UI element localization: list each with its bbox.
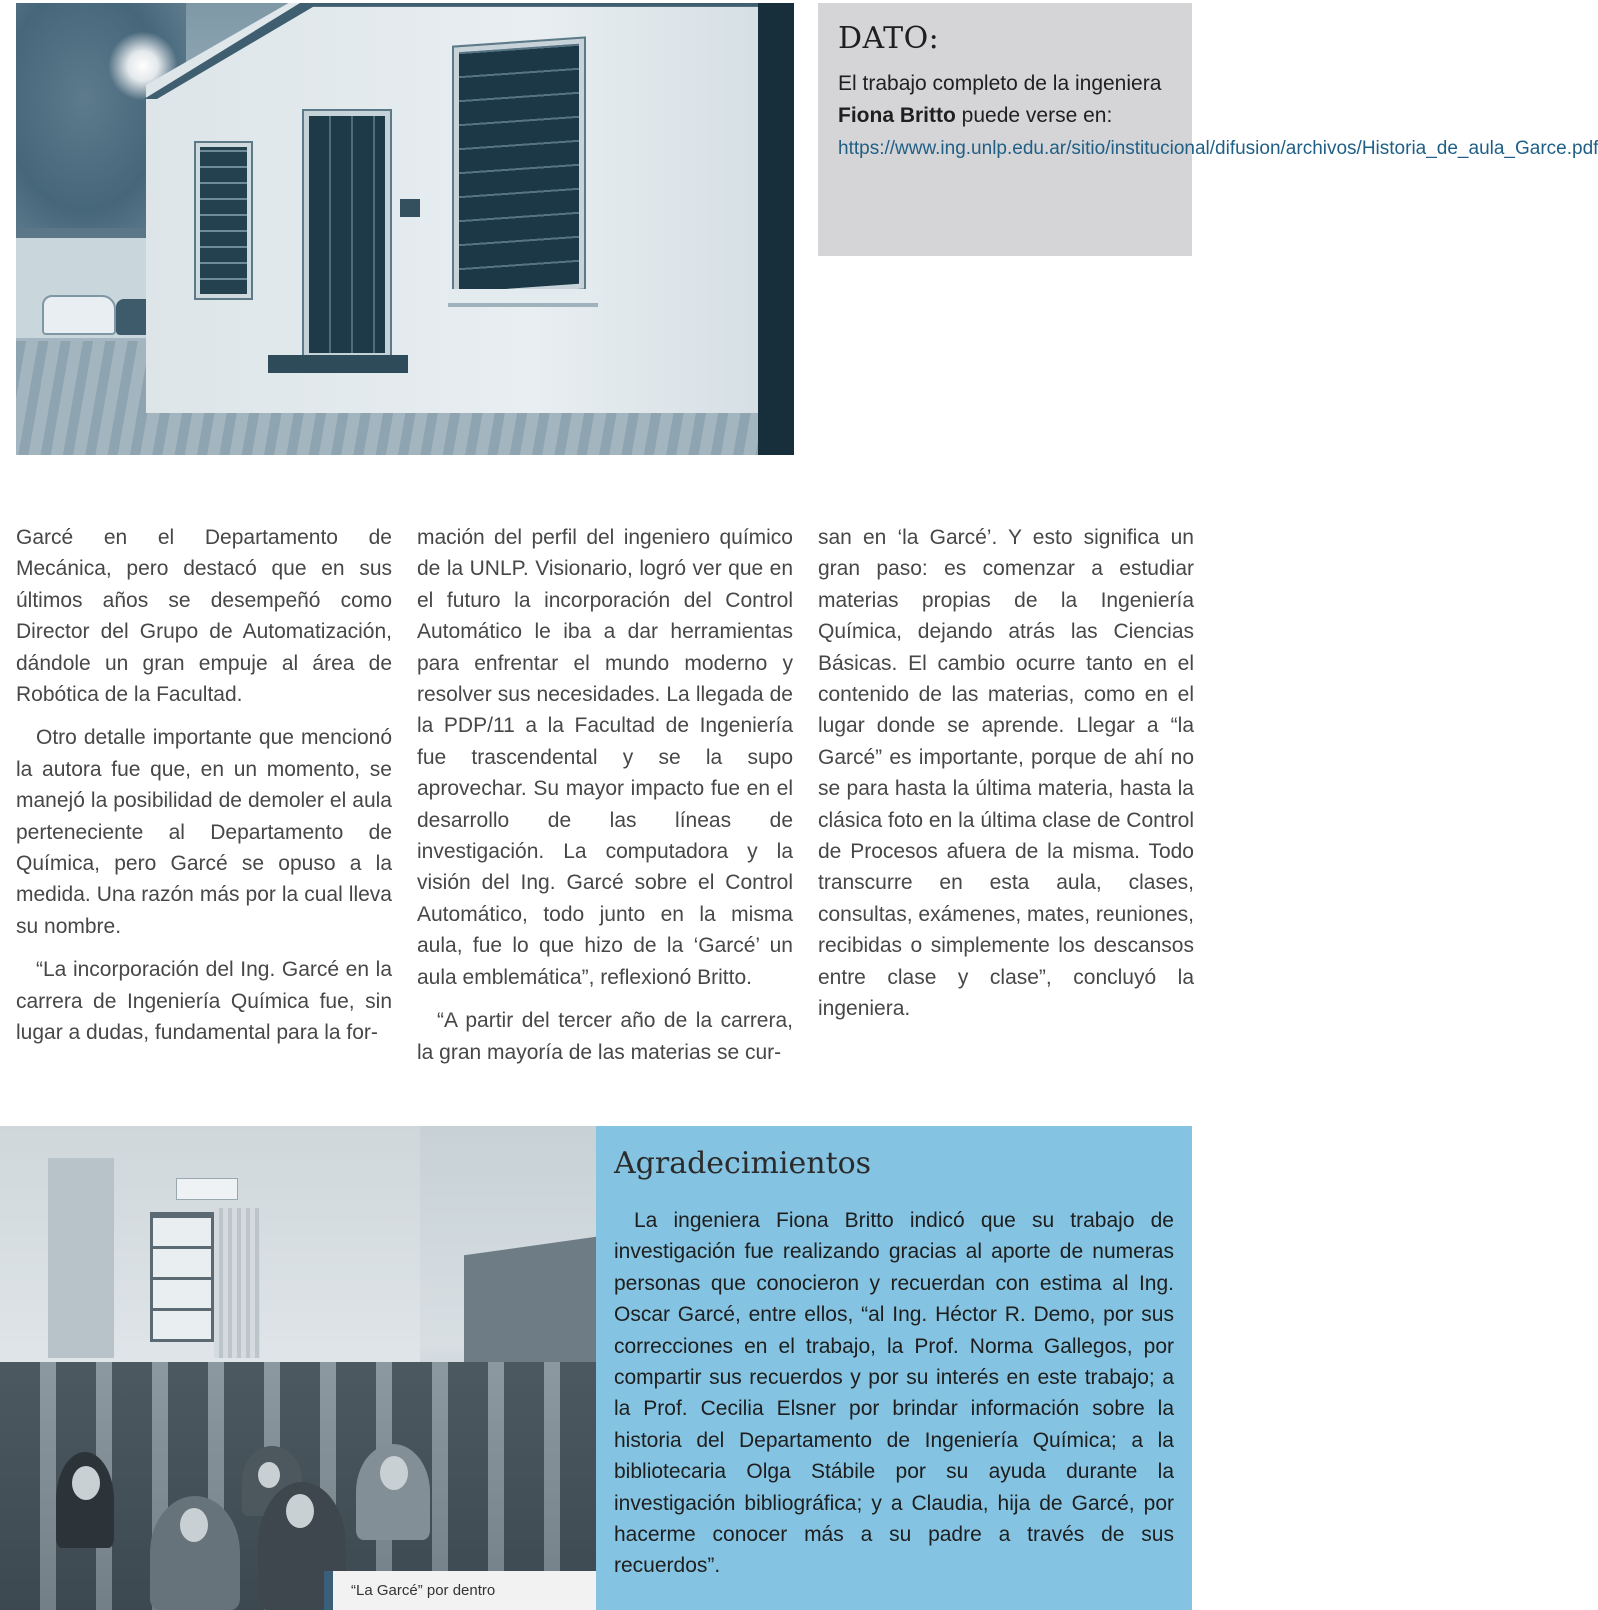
door-plaque [400, 199, 420, 217]
building-window-left [196, 143, 251, 298]
student-face [380, 1456, 408, 1490]
agradecimientos-title: Agradecimientos [614, 1146, 872, 1181]
article-column-3 [818, 522, 1194, 1025]
parked-car [42, 295, 116, 335]
article-paragraph: “La incorporación del Ing. Garcé en la carrera de Ingeniería Química fue, sin lugar a dudas, fundamental para la for- [16, 958, 392, 1045]
window-curtain [214, 1208, 260, 1358]
agradecimientos-box [596, 1126, 1192, 1610]
air-conditioner [176, 1178, 238, 1200]
dato-text-before: El trabajo completo de la ingeniera [838, 72, 1162, 95]
dato-title: DATO: [838, 21, 940, 56]
article-paragraph: Otro detalle importante que mencionó la autora fue que, en un momento, se manejó la posibilidad de demoler el aula perteneciente al Departamento de Química, pero Garcé se opuso a la medida. Una razón más por la cual lleva su nombre. [16, 726, 392, 938]
article-column-1 [16, 522, 392, 1049]
article-paragraph: mación del perfil del ingeniero químico de la UNLP. Visionario, logró ver que en el futuro la incorporación del Control Automático le iba a dar herramientas para enfrentar el mundo moderno y resolver sus necesidades. La llegada de la PDP/11 a la Facultad de Ingeniería fue trascendental y se la supo aprovechar. Su mayor impacto fue en el desarrollo de las líneas de investigación. La computadora y la visión del Ing. Garcé sobre el Control Automático, todo junto en la misma aula, fue lo que hizo de la ‘Garcé’ un aula emblemática”, reflexionó Britto. [417, 526, 793, 989]
building-door [304, 111, 390, 358]
article-paragraph: “A partir del tercer año de la carrera, la gran mayoría de las materias se cur- [417, 1009, 793, 1064]
student-face [180, 1508, 208, 1542]
dato-text [838, 68, 1598, 164]
dato-link[interactable]: https://www.ing.unlp.edu.ar/sitio/institucional/difusion/archivos/Historia_de_aula_Garce.pdf [838, 138, 1598, 159]
photo-caption: “La Garcé” por dentro [324, 1571, 596, 1610]
classroom-photo [0, 1126, 596, 1610]
article-paragraph: Garcé en el Departamento de Mecánica, pero destacó que en sus últimos años se desempeñó como Director del Grupo de Automatización, dándole un gran empuje al área de Robótica de la Facultad. [16, 526, 392, 707]
dato-author-name: Fiona Britto [838, 104, 956, 127]
article-column-2 [417, 522, 793, 1068]
dato-text-after: puede verse en: [955, 104, 1113, 127]
student-face [72, 1466, 100, 1500]
agradecimientos-text: La ingeniera Fiona Britto indicó que su trabajo de investigación fue realizando gracias al aporte de numeras personas que conocieron y recuerdan con estima al Ing. Oscar Garcé, entre ellos, “al Ing. Héctor R. Demo, por sus correcciones en el trabajo, la Prof. Norma Gallegos, por compartir sus recuerdos y por su interés en este trabajo; a la Prof. Cecilia Elsner por brindar información sobre la historia del Departamento de Ingeniería Química; a la bibliotecaria Olga Stábile por su ayuda durante la investigación bibliográfica; y a Claudia, hija de Garcé, por hacerme conocer más a su padre a través de sus recuerdos”. [614, 1209, 1174, 1578]
photo-shadow-edge [758, 3, 794, 455]
article-paragraph: san en ‘la Garcé’. Y esto significa un gran paso: es comenzar a estudiar materias propias de la Ingeniería Química, dejando atrás las Ciencias Básicas. El cambio ocurre tanto en el contenido de las materias, como en el lugar donde se aprende. Llegar a “la Garcé” es importante, porque de ahí no se para hasta la última materia, hasta la clásica foto en la última clase de Control de Procesos afuera de la misma. Todo transcurre en esta aula, clases, consultas, exámenes, mates, reuniones, recibidas o simplemente los descansos entre clase y clase”, concluyó la ingeniera. [818, 526, 1194, 1021]
classroom-window [150, 1212, 214, 1342]
window-sill [448, 289, 598, 303]
dato-box [818, 3, 1598, 256]
wall-panel [48, 1158, 114, 1358]
student-face [286, 1494, 314, 1528]
building-window-right [454, 38, 584, 297]
building-photo [16, 3, 794, 455]
door-step [268, 355, 408, 373]
student-face [258, 1462, 280, 1488]
